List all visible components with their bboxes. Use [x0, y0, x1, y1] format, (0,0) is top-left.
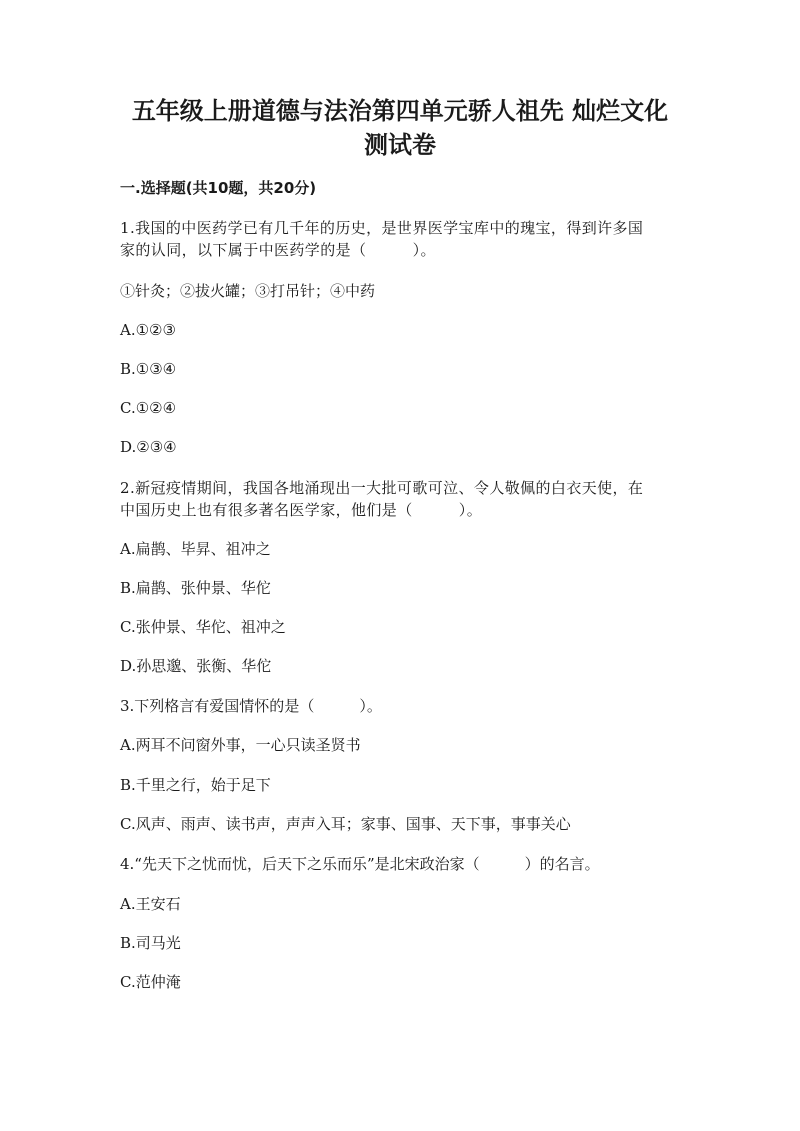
question-1-note: ①针灸；②拔火罐；③打吊针；④中药	[120, 282, 376, 300]
question-4-option-a: A.王安石	[120, 895, 181, 913]
question-1-option-b: B.①③④	[120, 360, 177, 378]
question-2-option-c: C.张仲景、华佗、祖冲之	[120, 618, 286, 636]
question-3-option-c: C.风声、雨声、读书声，声声入耳；家事、国事、天下事，事事关心	[120, 815, 571, 833]
question-2-stem: 2.新冠疫情期间，我国各地涌现出一大批可歌可泣、令人敬佩的白衣天使，在	[120, 479, 644, 497]
question-1-stem-continued: 家的认同，以下属于中医药学的是（ ）。	[120, 241, 436, 259]
question-4-stem: 4.“先天下之忧而忧，后天下之乐而乐”是北宋政治家（ ）的名言。	[120, 855, 600, 873]
question-3-option-a: A.两耳不问窗外事，一心只读圣贤书	[120, 736, 361, 754]
question-1-option-c: C.①②④	[120, 399, 177, 417]
question-3-stem: 3.下列格言有爱国情怀的是（ ）。	[120, 697, 382, 715]
question-1-stem: 1.我国的中医药学已有几千年的历史，是世界医学宝库中的瑰宝，得到许多国	[120, 219, 644, 237]
page-title-continued: 测试卷	[364, 131, 436, 159]
question-2-option-a: A.扁鹊、毕昇、祖冲之	[120, 540, 271, 558]
question-4-option-c: C.范仲淹	[120, 973, 181, 991]
question-2-option-b: B.扁鹊、张仲景、华佗	[120, 579, 271, 597]
question-2-stem-continued: 中国历史上也有很多著名医学家，他们是（ ）。	[120, 501, 483, 519]
section-heading: 一.选择题(共10题，共20分)	[120, 179, 317, 197]
page-title: 五年级上册道德与法治第四单元骄人祖先 灿烂文化	[131, 97, 669, 125]
question-3-option-b: B.千里之行，始于足下	[120, 776, 271, 794]
question-1-option-d: D.②③④	[120, 438, 177, 456]
question-4-option-b: B.司马光	[120, 934, 181, 952]
question-2-option-d: D.孙思邈、张衡、华佗	[120, 657, 272, 675]
question-1-option-a: A.①②③	[120, 321, 176, 339]
